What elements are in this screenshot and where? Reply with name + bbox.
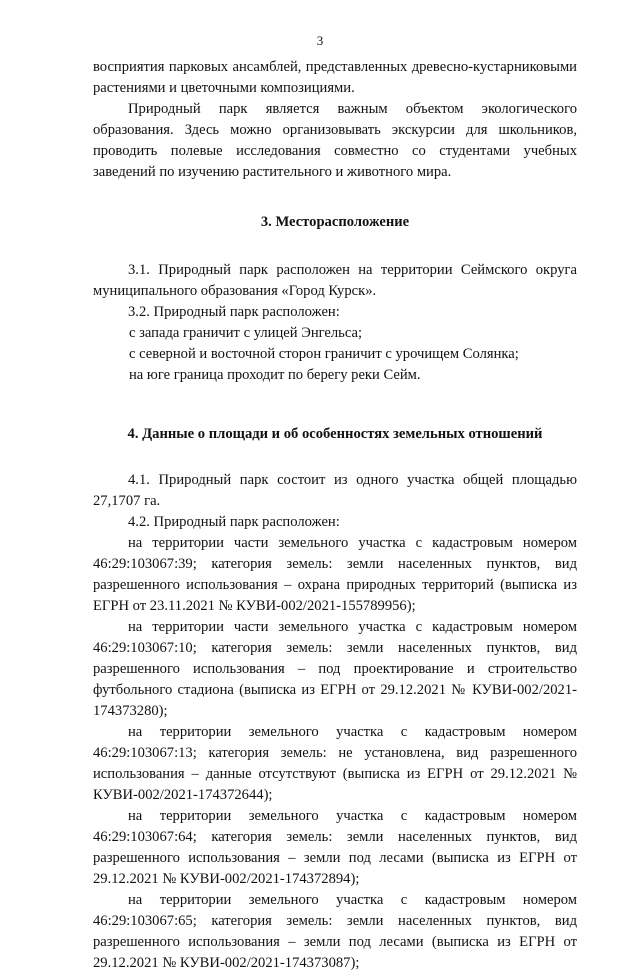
section-3-1-paragraph: 3.1. Природный парк расположен на территории Сеймского округа муниципального образования «Город Курск». <box>93 262 577 299</box>
boundary-south: на юге граница проходит по берегу реки Сейм. <box>129 367 421 383</box>
section-4-2-paragraph: 4.2. Природный парк расположен: <box>128 514 340 530</box>
section-4-heading: 4. Данные о площади и об особенностях земельных отношений <box>127 426 543 442</box>
boundary-west: с запада граничит с улицей Энгельса; <box>129 325 363 341</box>
land-plot-item: на территории земельного участка с кадастровым номером 46:29:103067:64; категория земель: земли населенных пунктов, вид разрешенного использования – земли под лесами (выписка из ЕГРН от 29.12.2021 № КУВИ-002/2021-174372894); <box>93 808 577 887</box>
land-plot-item: на территории части земельного участка с кадастровым номером 46:29:103067:10; категория земель: земли населенных пунктов, вид разрешенного использования – под проектирование и строительство футбольного стадиона (выписка из ЕГРН от 29.12.2021 № КУВИ-002/2021-174373280); <box>93 619 577 719</box>
section-4-1-paragraph: 4.1. Природный парк состоит из одного участка общей площадью 27,1707 га. <box>93 472 577 509</box>
page-number: 3 <box>316 33 324 48</box>
page-content <box>93 57 577 974</box>
land-plot-item: на территории земельного участка с кадастровым номером 46:29:103067:65; категория земель: земли населенных пунктов, вид разрешенного использования – земли под лесами (выписка из ЕГРН от 29.12.2021 № КУВИ-002/2021-174373087); <box>93 892 577 971</box>
land-plot-item: на территории части земельного участка с кадастровым номером 46:29:103067:39; категория земель: земли населенных пунктов, вид разрешенного использования – охрана природных территорий (выписка из ЕГРН от 23.11.2021 № КУВИ-002/2021-155789956); <box>93 535 577 614</box>
boundary-north-east: с северной и восточной сторон граничит с урочищем Солянка; <box>129 346 519 362</box>
intro-paragraph-education: Природный парк является важным объектом экологического образования. Здесь можно организовывать экскурсии для школьников, проводить полевые исследования совместно со студентами учебных заведений по изучению растительного и животного мира. <box>93 101 577 180</box>
section-3-2-paragraph: 3.2. Природный парк расположен: <box>128 304 340 320</box>
intro-paragraph-continuation: восприятия парковых ансамблей, представленных древесно-кустарниковыми растениями и цветочными композициями. <box>93 59 577 96</box>
section-3-heading: 3. Месторасположение <box>260 214 410 230</box>
land-plot-item: на территории земельного участка с кадастровым номером 46:29:103067:13; категория земель: не установлена, вид разрешенного использования – данные отсутствуют (выписка из ЕГРН от 29.12.2021 № КУВИ-002/2021-174372644); <box>93 724 577 803</box>
